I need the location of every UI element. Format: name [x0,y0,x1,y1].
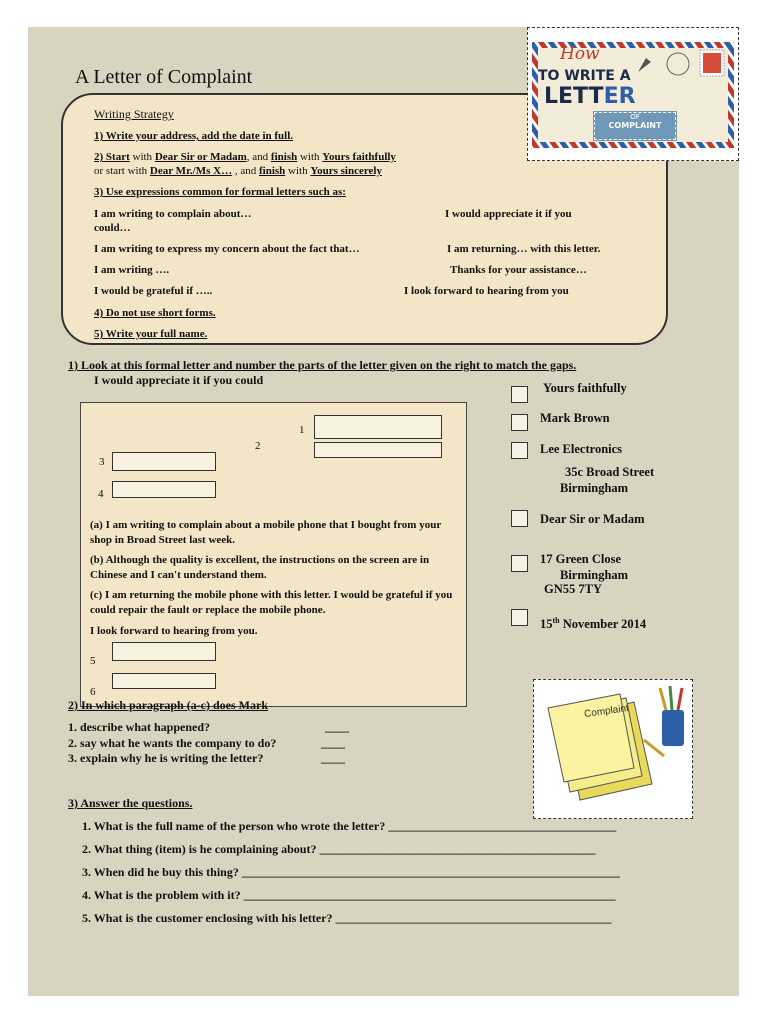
expression-4: I am returning… with this letter. [447,243,601,255]
option-yours-faithfully: Yours faithfully [543,381,627,395]
gap-number-5: 5 [90,655,96,667]
question-5: 5. What is the customer enclosing with his letter? ______________________________________________ [82,911,612,925]
gap-6-field[interactable] [112,673,216,689]
letter-paragraph-b: (b) Although the quality is excellent, the instructions on the screen are in Chinese and I can't understand them. [90,554,430,581]
postage-stamp-icon [700,50,724,76]
gap-5-field[interactable] [112,642,216,661]
question-1: 1. What is the full name of the person who wrote the letter? ______________________________________ [82,819,617,833]
gap-4-field[interactable] [112,481,216,498]
expression-2-cont: could… [94,222,131,234]
section-2-item-1: 1. describe what happened? [68,720,211,734]
letter-paragraph-c: (c) I am returning the mobile phone with this letter. I would be grateful if you could repair the fault or replace the mobile phone. [90,589,453,616]
section-2-blank-1[interactable]: ____ [325,720,349,734]
option-mark-brown: Mark Brown [540,411,610,425]
expression-6: Thanks for your assistance… [450,264,587,276]
option-green-close: 17 Green Close [540,552,622,566]
stamp-to-write-text: TO WRITE A [538,68,631,84]
question-2: 2. What thing (item) is he complaining about? ______________________________________________ [82,842,596,856]
gap-number-4: 4 [98,488,104,500]
letter-closing: I look forward to hearing from you. [90,625,258,637]
sticky-notes-and-pencils-icon [534,680,692,818]
gap-number-6: 6 [90,686,96,698]
gap-number-3: 3 [99,456,105,468]
stamp-how-text: How [560,44,600,64]
section-2-blank-3[interactable]: ____ [321,751,345,765]
option-broad-street: 35c Broad Street [565,465,655,479]
option-checkbox-4[interactable] [511,510,528,527]
strategy-heading: Writing Strategy [94,107,174,121]
option-dear-sir-or-madam: Dear Sir or Madam [540,512,645,526]
strategy-step-2a: 2) Start with Dear Sir or Madam, and finish with Yours faithfully [94,151,396,163]
gap-3-field[interactable] [112,452,216,471]
section-3-heading: 3) Answer the questions. [68,796,193,810]
section-1-subline: I would appreciate it if you could [94,373,264,387]
section-2-blank-2[interactable]: ____ [321,736,345,750]
section-2-heading: 2) In which paragraph (a-c) does Mark [68,698,268,712]
option-date: 15th November 2014 [540,616,647,632]
expression-8: I look forward to hearing from you [404,285,569,297]
expression-7: I would be grateful if ….. [94,285,213,297]
page-title: A Letter of Complaint [75,66,253,88]
question-4: 4. What is the problem with it? ______________________________________________________________ [82,888,616,902]
letter-paragraph-a: (a) I am writing to complain about a mobile phone that I bought from your shop in Broad Street last week. [90,519,442,546]
gap-2-field[interactable] [314,442,442,458]
expression-3: I am writing to express my concern about the fact that… [94,243,360,255]
strategy-step-4: 4) Do not use short forms. [94,307,216,319]
option-checkbox-3[interactable] [511,442,528,459]
option-checkbox-5[interactable] [511,555,528,572]
strategy-step-2b: or start with Dear Mr./Ms X… , and finish with Yours sincerely [94,165,382,177]
option-checkbox-2[interactable] [511,414,528,431]
gap-1-field[interactable] [314,415,442,439]
complaint-notes-clipart [533,679,693,819]
section-1-heading: 1) Look at this formal letter and number the parts of the letter given on the right to match the gaps. [68,358,577,372]
gap-number-1: 1 [299,424,305,436]
gap-number-2: 2 [255,440,261,452]
option-checkbox-1[interactable] [511,386,528,403]
option-postcode: GN55 7TY [544,582,602,596]
option-birmingham-1: Birmingham [560,481,629,495]
strategy-step-1: 1) Write your address, add the date in full. [94,130,294,142]
stamp-letter-text: LETTER [544,84,636,109]
complaint-label: OF COMPLAINT [594,112,676,140]
clipart-complaint-label: Complaint [583,702,630,721]
section-2-item-3: 3. explain why he is writing the letter? [68,751,264,765]
expression-2: I would appreciate it if you [445,208,572,220]
expression-5: I am writing …. [94,264,170,276]
option-birmingham-2: Birmingham [560,568,629,582]
strategy-step-5: 5) Write your full name. [94,328,208,340]
option-checkbox-6[interactable] [511,609,528,626]
question-3: 3. When did he buy this thing? _______________________________________________________________ [82,865,620,879]
strategy-step-3: 3) Use expressions common for formal letters such as: [94,186,346,198]
how-to-write-letter-image [527,27,739,161]
section-2-item-2: 2. say what he wants the company to do? [68,736,277,750]
expression-1: I am writing to complain about… [94,208,252,220]
option-lee-electronics: Lee Electronics [540,442,623,456]
